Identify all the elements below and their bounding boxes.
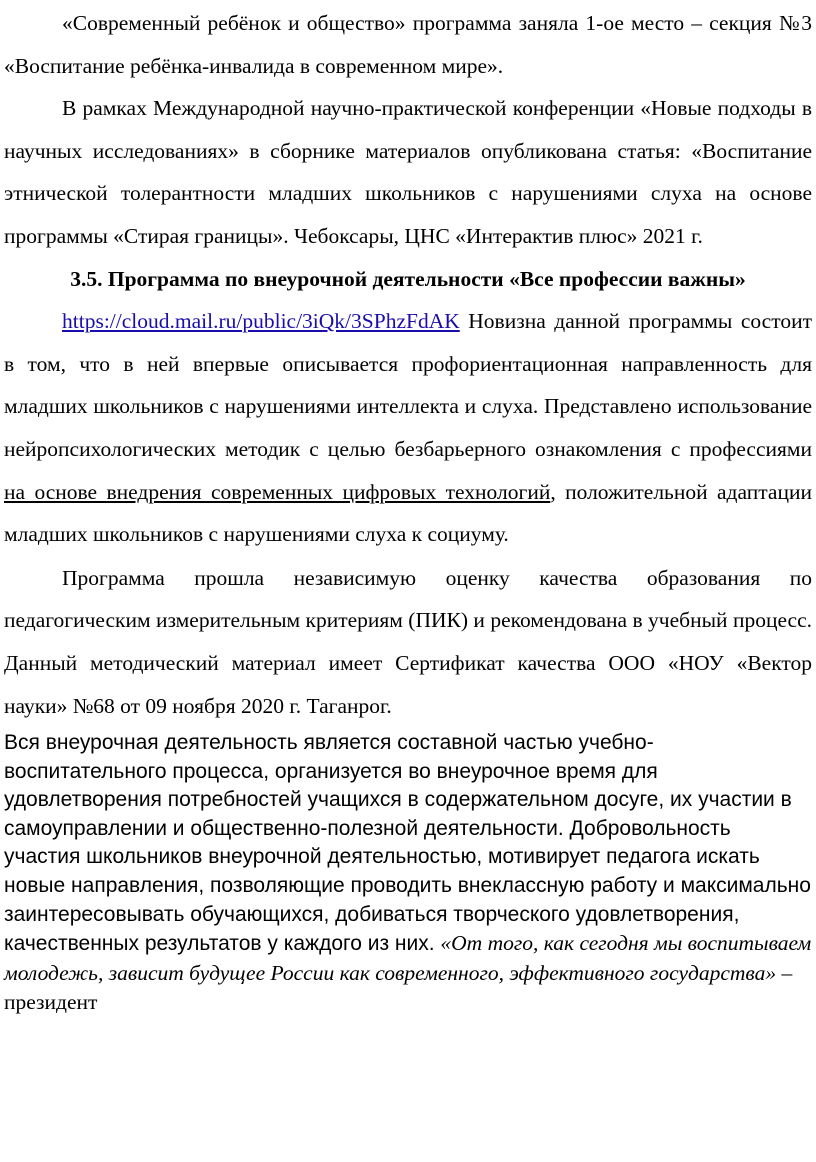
novelty-text-end: , положительной адаптации младших школьников с нарушениями слуха к социуму. (4, 479, 812, 547)
underlined-phrase: на основе внедрения современных цифровых технологий (4, 479, 551, 504)
program-link[interactable]: https://cloud.mail.ru/public/3iQk/3SPhzFdAK (62, 309, 460, 334)
paragraph-conference: В рамках Международной научно-практической конференции «Новые подходы в научных исследованиях» в сборнике материалов опубликована статья: «Воспитание этнической толерантности младших школьников с нарушениями слуха на основе программы «Стирая границы». Чебоксары, ЦНС «Интерактив плюс» 2021 г. (4, 96, 812, 248)
paragraph-certification: Программа прошла независимую оценку качества образования по педагогическим измерительным критериям (ПИК) и рекомендована в учебный процесс. Данный методический материал имеет Сертификат качества ООО «НОУ «Вектор науки» №68 от 09 ноября 2020 г. Таганрог. (4, 565, 812, 718)
paragraph-award: «Современный ребёнок и общество» программа заняла 1-ое место – секция №3 «Воспитание ребёнка-инвалида в современном мире». (4, 11, 812, 78)
extracurricular-text: Вся внеурочная деятельность является составной частью учебно-воспитательного процесса, организуется во внеурочное время для удовлетворения потребностей учащихся в содержательном досуге, их участии в самоуправлении и общественно-полезной деятельности. Добровольность участия школьников внеурочной деятельностью, мотивирует педагога искать новые направления, позволяющие проводить внеклассную работу и максимально заинтересовывать обучающихся, добиваться творческого удовлетворения, качественных результатов у каждого из них. (4, 731, 811, 956)
president-quote: «От того, как сегодня мы воспитываем молодежь, зависит будущее России как современного, эффективного государства» (4, 931, 812, 985)
quote-attribution: – президент (4, 960, 793, 1015)
section-heading: 3.5. Программа по внеурочной деятельности «Все профессии важны» (70, 266, 746, 291)
paragraph-extracurricular (4, 729, 812, 1018)
paragraph-program-novelty (4, 300, 812, 556)
novelty-text: Новизна данной программы состоит в том, что в ней впервые описывается профориентационная направленность для младших школьников с нарушениями интеллекта и слуха. Представлено использование нейропсихологических методик с целью безбарьерного ознакомления с профессиями (4, 309, 812, 461)
